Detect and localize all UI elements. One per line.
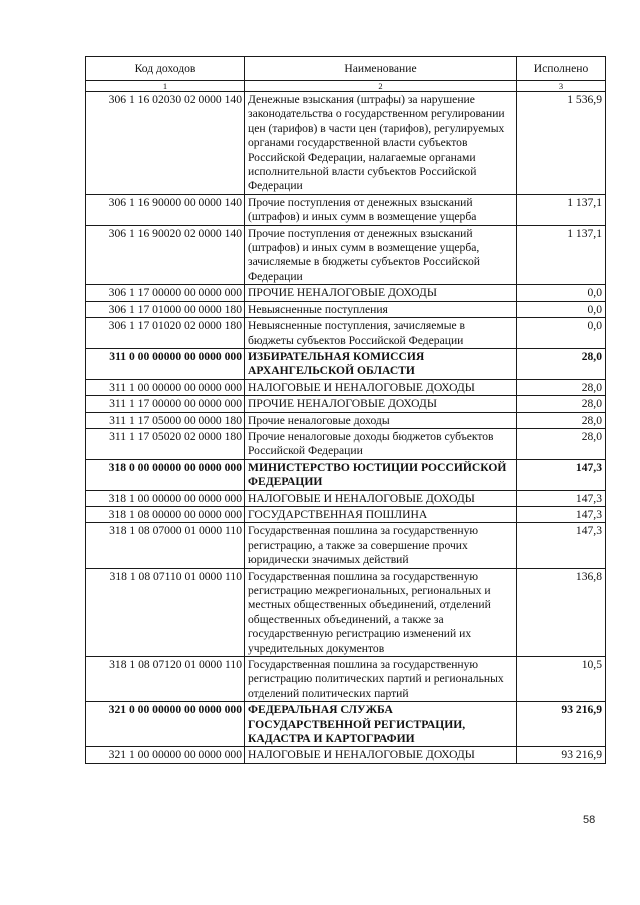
revenue-name-cell: НАЛОГОВЫЕ И НЕНАЛОГОВЫЕ ДОХОДЫ bbox=[245, 490, 517, 506]
executed-amount-cell: 1 137,1 bbox=[517, 194, 606, 225]
table-row bbox=[86, 568, 606, 656]
revenue-code-cell: 306 1 17 01020 02 0000 180 bbox=[86, 318, 245, 349]
revenue-code-cell: 318 1 08 00000 00 0000 000 bbox=[86, 506, 245, 522]
table-row bbox=[86, 225, 606, 285]
table-row bbox=[86, 92, 606, 195]
executed-amount-cell: 0,0 bbox=[517, 285, 606, 301]
executed-amount-cell: 1 137,1 bbox=[517, 225, 606, 285]
revenue-name-cell: Невыясненные поступления, зачисляемые в бюджеты субъектов Российской Федерации bbox=[245, 318, 517, 349]
executed-amount-cell: 0,0 bbox=[517, 301, 606, 317]
revenue-code-cell: 306 1 16 90020 02 0000 140 bbox=[86, 225, 245, 285]
revenue-name-cell: Государственная пошлина за государственную регистрацию, а также за совершение прочих юридически значимых действий bbox=[245, 523, 517, 568]
revenue-code-cell: 318 1 00 00000 00 0000 000 bbox=[86, 490, 245, 506]
table-body bbox=[86, 57, 606, 764]
revenue-code-cell: 311 0 00 00000 00 0000 000 bbox=[86, 348, 245, 379]
table-row bbox=[86, 490, 606, 506]
executed-amount-cell: 0,0 bbox=[517, 318, 606, 349]
header-amount: Исполнено bbox=[517, 57, 606, 81]
revenue-code-cell: 318 1 08 07000 01 0000 110 bbox=[86, 523, 245, 568]
column-number-row bbox=[86, 81, 606, 92]
executed-amount-cell: 147,3 bbox=[517, 506, 606, 522]
executed-amount-cell: 136,8 bbox=[517, 568, 606, 656]
executed-amount-cell: 93 216,9 bbox=[517, 702, 606, 747]
executed-amount-cell: 10,5 bbox=[517, 657, 606, 702]
table-row bbox=[86, 348, 606, 379]
revenue-name-cell: Невыясненные поступления bbox=[245, 301, 517, 317]
revenue-name-cell: ПРОЧИЕ НЕНАЛОГОВЫЕ ДОХОДЫ bbox=[245, 285, 517, 301]
revenue-name-cell: Прочие неналоговые доходы бюджетов субъектов Российской Федерации bbox=[245, 428, 517, 459]
table-row bbox=[86, 194, 606, 225]
table-row bbox=[86, 747, 606, 763]
executed-amount-cell: 28,0 bbox=[517, 396, 606, 412]
column-number-1: 1 bbox=[86, 81, 245, 92]
revenue-code-cell: 306 1 17 00000 00 0000 000 bbox=[86, 285, 245, 301]
revenue-name-cell: МИНИСТЕРСТВО ЮСТИЦИИ РОССИЙСКОЙ ФЕДЕРАЦИИ bbox=[245, 459, 517, 490]
revenue-name-cell: ИЗБИРАТЕЛЬНАЯ КОМИССИЯ АРХАНГЕЛЬСКОЙ ОБЛАСТИ bbox=[245, 348, 517, 379]
revenue-code-cell: 321 0 00 00000 00 0000 000 bbox=[86, 702, 245, 747]
table-row bbox=[86, 657, 606, 702]
header-code: Код доходов bbox=[86, 57, 245, 81]
revenue-table bbox=[85, 56, 606, 764]
revenue-name-cell: Денежные взыскания (штрафы) за нарушение законодательства о государственном регулировании цен (тарифов) в части цен (тарифов), регулируемых органами государственной власти субъектов Российской Федерации, налагаемые органами исполнительной власти субъектов Российской Федерации bbox=[245, 92, 517, 195]
table-row bbox=[86, 412, 606, 428]
executed-amount-cell: 147,3 bbox=[517, 459, 606, 490]
revenue-code-cell: 311 1 17 05020 02 0000 180 bbox=[86, 428, 245, 459]
executed-amount-cell: 93 216,9 bbox=[517, 747, 606, 763]
revenue-code-cell: 306 1 16 90000 00 0000 140 bbox=[86, 194, 245, 225]
revenue-code-cell: 318 1 08 07120 01 0000 110 bbox=[86, 657, 245, 702]
revenue-name-cell: Государственная пошлина за государственную регистрацию межрегиональных, региональных и местных общественных объединений, отделений общественных объединений, а также за государственную регистрацию изменений их учредительных документов bbox=[245, 568, 517, 656]
revenue-name-cell: Прочие неналоговые доходы bbox=[245, 412, 517, 428]
table-row bbox=[86, 396, 606, 412]
revenue-name-cell: Государственная пошлина за государственную регистрацию политических партий и региональных отделений политических партий bbox=[245, 657, 517, 702]
revenue-code-cell: 311 1 17 05000 00 0000 180 bbox=[86, 412, 245, 428]
table-row bbox=[86, 428, 606, 459]
executed-amount-cell: 28,0 bbox=[517, 428, 606, 459]
revenue-code-cell: 318 1 08 07110 01 0000 110 bbox=[86, 568, 245, 656]
revenue-code-cell: 306 1 17 01000 00 0000 180 bbox=[86, 301, 245, 317]
executed-amount-cell: 147,3 bbox=[517, 523, 606, 568]
table-row bbox=[86, 379, 606, 395]
table-header-row bbox=[86, 57, 606, 81]
column-number-2: 2 bbox=[245, 81, 517, 92]
revenue-name-cell: Прочие поступления от денежных взысканий (штрафов) и иных сумм в возмещение ущерба, зачисляемые в бюджеты субъектов Российской Федерации bbox=[245, 225, 517, 285]
executed-amount-cell: 28,0 bbox=[517, 412, 606, 428]
table-row bbox=[86, 523, 606, 568]
revenue-code-cell: 318 0 00 00000 00 0000 000 bbox=[86, 459, 245, 490]
revenue-code-cell: 306 1 16 02030 02 0000 140 bbox=[86, 92, 245, 195]
revenue-code-cell: 311 1 17 00000 00 0000 000 bbox=[86, 396, 245, 412]
table-row bbox=[86, 285, 606, 301]
revenue-code-cell: 321 1 00 00000 00 0000 000 bbox=[86, 747, 245, 763]
table-row bbox=[86, 301, 606, 317]
column-number-3: 3 bbox=[517, 81, 606, 92]
revenue-name-cell: Прочие поступления от денежных взысканий (штрафов) и иных сумм в возмещение ущерба bbox=[245, 194, 517, 225]
table-row bbox=[86, 506, 606, 522]
revenue-code-cell: 311 1 00 00000 00 0000 000 bbox=[86, 379, 245, 395]
revenue-name-cell: НАЛОГОВЫЕ И НЕНАЛОГОВЫЕ ДОХОДЫ bbox=[245, 379, 517, 395]
page-number: 58 bbox=[583, 814, 596, 826]
executed-amount-cell: 1 536,9 bbox=[517, 92, 606, 195]
table-row bbox=[86, 459, 606, 490]
revenue-name-cell: ПРОЧИЕ НЕНАЛОГОВЫЕ ДОХОДЫ bbox=[245, 396, 517, 412]
header-name: Наименование bbox=[245, 57, 517, 81]
table-row bbox=[86, 318, 606, 349]
revenue-name-cell: ФЕДЕРАЛЬНАЯ СЛУЖБА ГОСУДАРСТВЕННОЙ РЕГИСТРАЦИИ, КАДАСТРА И КАРТОГРАФИИ bbox=[245, 702, 517, 747]
executed-amount-cell: 28,0 bbox=[517, 379, 606, 395]
revenue-name-cell: НАЛОГОВЫЕ И НЕНАЛОГОВЫЕ ДОХОДЫ bbox=[245, 747, 517, 763]
executed-amount-cell: 147,3 bbox=[517, 490, 606, 506]
executed-amount-cell: 28,0 bbox=[517, 348, 606, 379]
revenue-name-cell: ГОСУДАРСТВЕННАЯ ПОШЛИНА bbox=[245, 506, 517, 522]
table-row bbox=[86, 702, 606, 747]
